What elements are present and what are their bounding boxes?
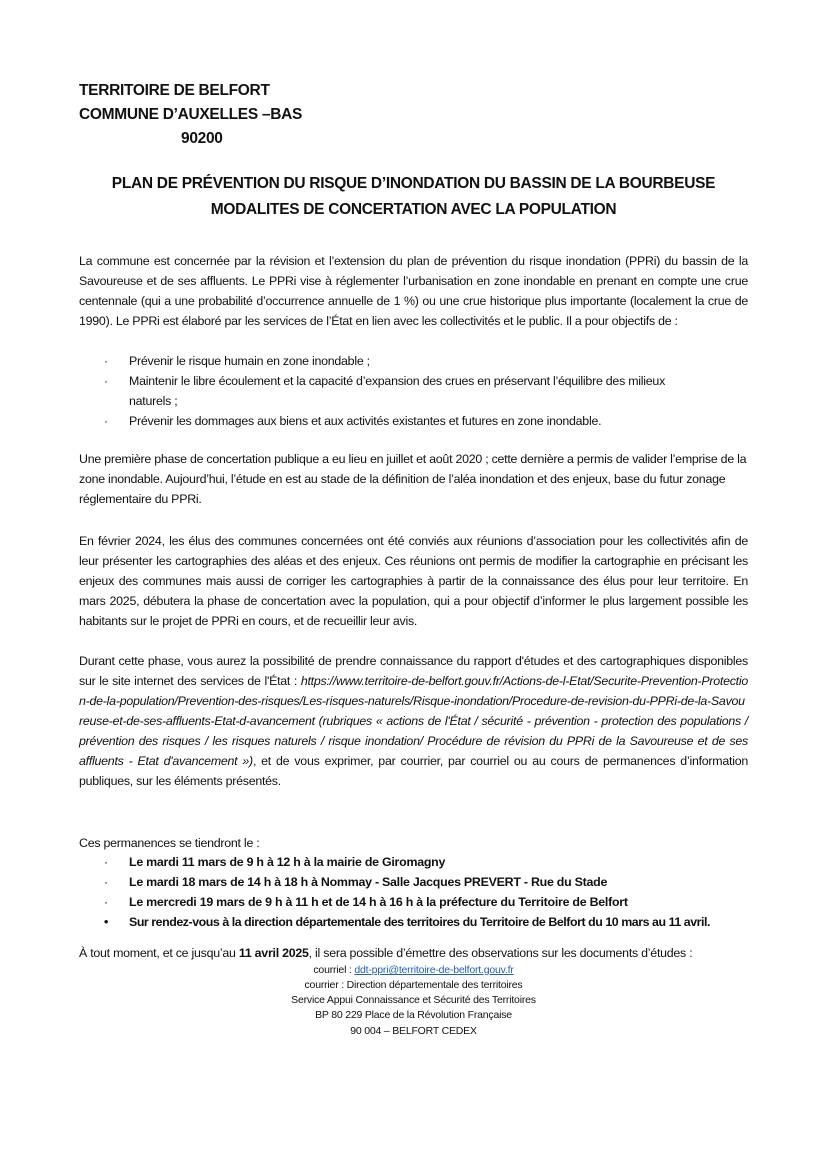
bullet-icon: · bbox=[104, 875, 108, 889]
intro-paragraph bbox=[79, 251, 748, 331]
header-commune: COMMUNE D’AUXELLES –BAS bbox=[79, 106, 303, 123]
bullet-icon: · bbox=[104, 855, 108, 869]
rubriques-text: (rubriques « actions de l'État / sécurité - prévention - protection des populations / prévention des risques / les risques naturels / risque inondation/ Procédure de révision du PPRi de la Savoureuse et de ses affluents - Etat d'avancement ») bbox=[79, 714, 748, 768]
permanence-item: · Le mercredi 19 mars de 9 h à 11 h et de 14 h à 16 h à la préfecture du Territoire de Belfort bbox=[79, 892, 748, 912]
consultation-paragraph: Durant cette phase, vous aurez la possibilité de prendre connaissance du rapport d'études et des cartographiques disponibles sur le site internet des services de l'État : https://www.territoire-de-belfort.gouv.fr/Actions-de-l-Etat/Securite-Prevention-Protection-de-la-population/Prevention-des-risques/Les-risques-naturels/Risque-inondation/Procedure-de-revision-du-PPRi-de-la-Savoureuse-et-de-ses-affluents-Etat-d-avancement (rubriques « actions de l'État / sécurité - prévention - protection des populations / prévention des risques / les risques naturels / risque inondation/ Procédure de révision du PPRi de la Savoureuse et de ses affluents - Etat d'avancement »), et de vous exprimer, par courrier, par courriel ou au cours de permanences d’information publiques, sur les éléments présentés. bbox=[79, 654, 748, 788]
phase1-paragraph: Une première phase de concertation publique a eu lieu en juillet et août 2020 ; cette dernière a permis de valider l’emprise de la zone inondable. Aujourd’hui, l’étude en est au stade de la définition de l’aléa inondation et des enjeux, base du futur zonage réglementaire du PPRi. bbox=[79, 452, 747, 506]
header-postcode: 90200 bbox=[181, 130, 223, 147]
intro-text: La commune est concernée par la révision et l’extension du plan de prévention du risque inondation (PPRi) du bassin de la Savoureuse et de ses affluents. Le PPRi vise à réglementer l’urbanisation en zone inondable en prenant en compte une crue centennale (qui a une probabilité d’occurrence annuelle de 1 %) ou une crue historique plus importante (localement la crue de 1990). Le PPRi est élaboré par les services de l’État en lien avec les collectivités et le public. Il a pour objectifs de : bbox=[79, 254, 748, 328]
header-territory: TERRITOIRE DE BELFORT bbox=[79, 82, 270, 99]
bullet-icon: · bbox=[104, 354, 108, 368]
permanence-item: · Le mardi 11 mars de 9 h à 12 h à la mairie de Giromagny bbox=[79, 852, 748, 872]
observations-paragraph: À tout moment, et ce jusqu’au 11 avril 2025, il sera possible d’émettre des observations sur les documents d’études : bbox=[79, 946, 693, 960]
objective-item: · Prévenir les dommages aux biens et aux activités existantes et futures en zone inondable. bbox=[79, 411, 748, 431]
deadline-date: 11 avril 2025 bbox=[238, 946, 309, 960]
email-link[interactable]: ddt-ppri@territoire-de-belfort.gouv.fr bbox=[354, 964, 514, 976]
objective-item: · Maintenir le libre écoulement et la capacité d’expansion des crues en préservant l’équilibre des milieux naturels ; bbox=[79, 371, 748, 411]
bullet-icon: · bbox=[104, 374, 108, 388]
contact-service-line: Service Appui Connaissance et Sécurité des Territoires bbox=[291, 994, 536, 1006]
phase2-paragraph: En février 2024, les élus des communes concernées ont été conviés aux réunions d’association pour les collectivités afin de leur présenter les cartographies des aléas et des enjeux. Ces réunions ont permis de modifier la cartographie en précisant les enjeux des communes mais aussi de corriger les cartographies à partir de la connaissance des élus pour leur territoire. En mars 2025, débutera la phase de concertation avec la population, qui a pour objectif d’informer le plus largement possible les habitants sur le projet de PPRi en cours, et de recueillir leur avis. bbox=[79, 534, 748, 628]
page-subtitle: MODALITES DE CONCERTATION AVEC LA POPULATION bbox=[210, 201, 617, 218]
contact-city-line: 90 004 – BELFORT CEDEX bbox=[350, 1025, 477, 1037]
permanence-item: · Le mardi 18 mars de 14 h à 18 h à Nommay - Salle Jacques PREVERT - Rue du Stade bbox=[79, 872, 748, 892]
bullet-icon: · bbox=[104, 414, 108, 428]
bullet-icon: · bbox=[104, 895, 108, 909]
contact-address-line: BP 80 229 Place de la Révolution Française bbox=[315, 1009, 512, 1021]
objective-item: · Prévenir le risque humain en zone inondable ; bbox=[79, 351, 748, 371]
bullet-icon: • bbox=[104, 915, 108, 929]
permanence-item: • Sur rendez-vous à la direction départementale des territoires du Territoire de Belfort du 10 mars au 11 avril. bbox=[79, 912, 748, 932]
page-title: PLAN DE PRÉVENTION DU RISQUE D’INONDATION DU BASSIN DE LA BOURBEUSE bbox=[111, 175, 716, 192]
contact-email-line: courriel : ddt-ppri@territoire-de-belfort.gouv.fr bbox=[313, 964, 514, 976]
objectives-list bbox=[79, 351, 748, 431]
permanences-list bbox=[79, 852, 748, 932]
permanences-intro: Ces permanences se tiendront le : bbox=[79, 836, 260, 850]
website-url[interactable]: https://www.territoire-de-belfort.gouv.fr/Actions-de-l-Etat/Securite-Prevention-Protection-de-la-population/Prevention-des-risques/Les-risques-naturels/Risque-inondation/Procedure-de-revision-du-PPRi-de-la-Savoureuse-et-de-ses-affluents-Etat-d-avancement bbox=[79, 674, 748, 728]
contact-mail-line: courrier : Direction départementale des territoires bbox=[304, 979, 523, 991]
